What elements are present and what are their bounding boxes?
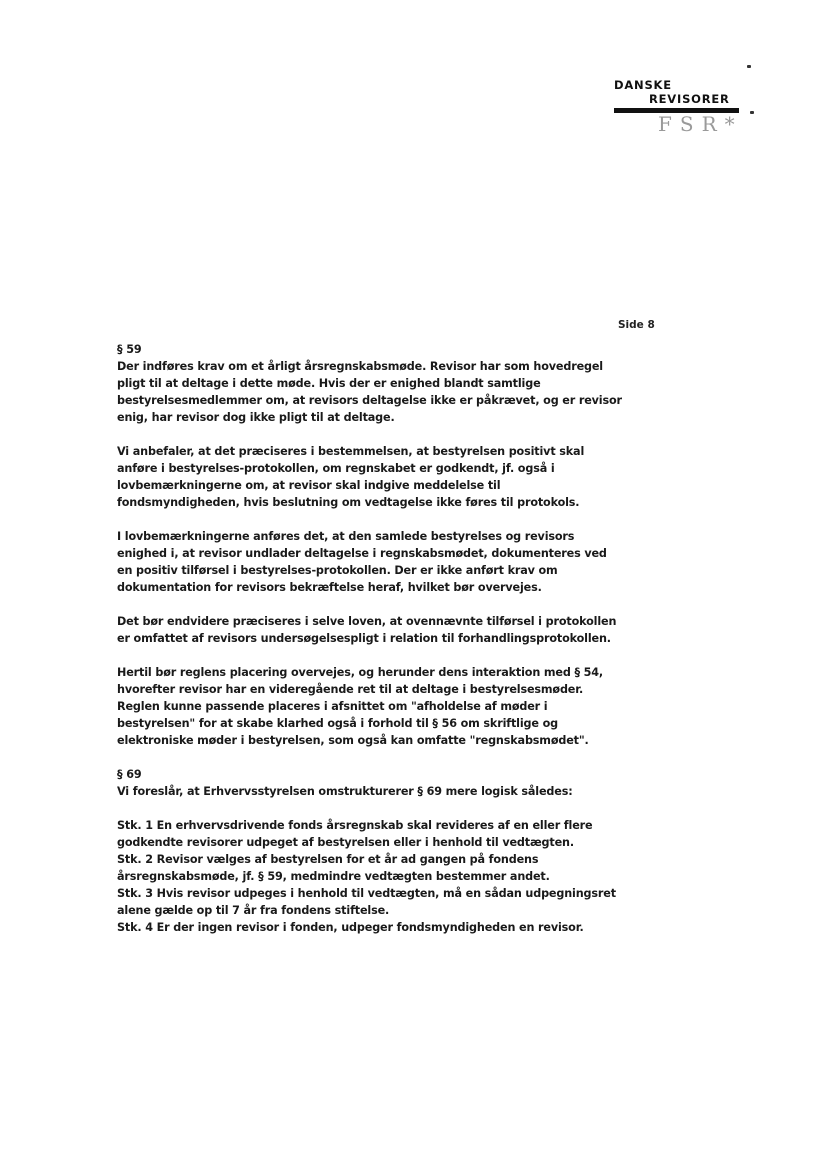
text-line: Stk. 4 Er der ingen revisor i fonden, udpeger fondsmyndigheden en revisor. — [117, 921, 584, 934]
text-line: lovbemærkningerne om, at revisor skal indgive meddelelse til — [117, 479, 501, 492]
text-line: bestyrelsesmedlemmer om, at revisors deltagelse ikke er påkrævet, og er revisor — [117, 394, 622, 407]
text-line: I lovbemærkningerne anføres det, at den samlede bestyrelses og revisors — [117, 530, 575, 543]
text-line: Der indføres krav om et årligt årsregnskabsmøde. Revisor har som hovedregel — [117, 360, 603, 373]
logo-fsr-mark: FSR* — [658, 112, 743, 136]
paragraph-section-69 — [117, 766, 607, 800]
text-line: Vi anbefaler, at det præciseres i bestemmelsen, at bestyrelsen positivt skal — [117, 445, 585, 458]
text-line: § 59 — [117, 343, 142, 356]
text-line: Hertil bør reglens placering overvejes, og herunder dens interaktion med § 54, — [117, 666, 603, 679]
text-line: en positiv tilførsel i bestyrelses-protokollen. Der er ikke anført krav om — [117, 564, 558, 577]
text-line: alene gælde op til 7 år fra fondens stiftelse. — [117, 904, 390, 917]
text-line: elektroniske møder i bestyrelsen, som også kan omfatte "regnskabsmødet". — [117, 734, 589, 747]
text-line: Stk. 3 Hvis revisor udpeges i henhold til vedtægten, må en sådan udpegningsret — [117, 887, 616, 900]
text-line: enig, har revisor dog ikke pligt til at deltage. — [117, 411, 395, 424]
text-line: er omfattet af revisors undersøgelsespligt i relation til forhandlingsprotokollen. — [117, 632, 611, 645]
logo-dot-right — [750, 111, 754, 114]
paragraph-stk-list — [117, 817, 616, 936]
text-line: Det bør endvidere præciseres i selve loven, at ovennævnte tilførsel i protokollen — [117, 615, 617, 628]
text-line: Stk. 1 En erhvervsdrivende fonds årsregnskab skal revideres af en eller flere — [117, 819, 593, 832]
logo-text-danske: DANSKE — [614, 78, 672, 92]
text-line: godkendte revisorer udpeget af bestyrelsen eller i henhold til vedtægten. — [117, 836, 574, 849]
text-line: enighed i, at revisor undlader deltagelse i regnskabsmødet, dokumenteres ved — [117, 547, 607, 560]
fsr-logo — [612, 76, 762, 146]
text-line: fondsmyndigheden, hvis beslutning om vedtagelse ikke føres til protokols. — [117, 496, 580, 509]
logo-text-revisorer: REVISORER — [649, 92, 730, 106]
page-number: Side 8 — [618, 319, 655, 331]
logo-dot-top — [747, 65, 751, 68]
paragraph-section-59 — [117, 341, 622, 426]
text-line: årsregnskabsmøde, jf. § 59, medmindre vedtægten bestemmer andet. — [117, 870, 550, 883]
text-line: pligt til at deltage i dette møde. Hvis der er enighed blandt samtlige — [117, 377, 541, 390]
text-line: bestyrelsen" for at skabe klarhed også i forhold til § 56 om skriftlige og — [117, 717, 558, 730]
text-line: Reglen kunne passende placeres i afsnittet om "afholdelse af møder i — [117, 700, 548, 713]
paragraph-lovbemaerkninger — [117, 528, 607, 596]
text-line: Stk. 2 Revisor vælges af bestyrelsen for et år ad gangen på fondens — [117, 853, 539, 866]
text-line: dokumentation for revisors bekræftelse heraf, hvilket bør overvejes. — [117, 581, 542, 594]
text-line: Vi foreslår, at Erhvervsstyrelsen omstrukturerer § 69 mere logisk således: — [117, 785, 573, 798]
paragraph-recommendation — [117, 443, 607, 511]
paragraph-clarification — [117, 613, 617, 647]
text-line: hvorefter revisor har en videregående ret til at deltage i bestyrelsesmøder. — [117, 683, 584, 696]
document-body — [117, 341, 622, 936]
text-line: anføre i bestyrelses-protokollen, om regnskabet er godkendt, jf. også i — [117, 462, 555, 475]
text-line: § 69 — [117, 768, 142, 781]
paragraph-placement — [117, 664, 607, 749]
